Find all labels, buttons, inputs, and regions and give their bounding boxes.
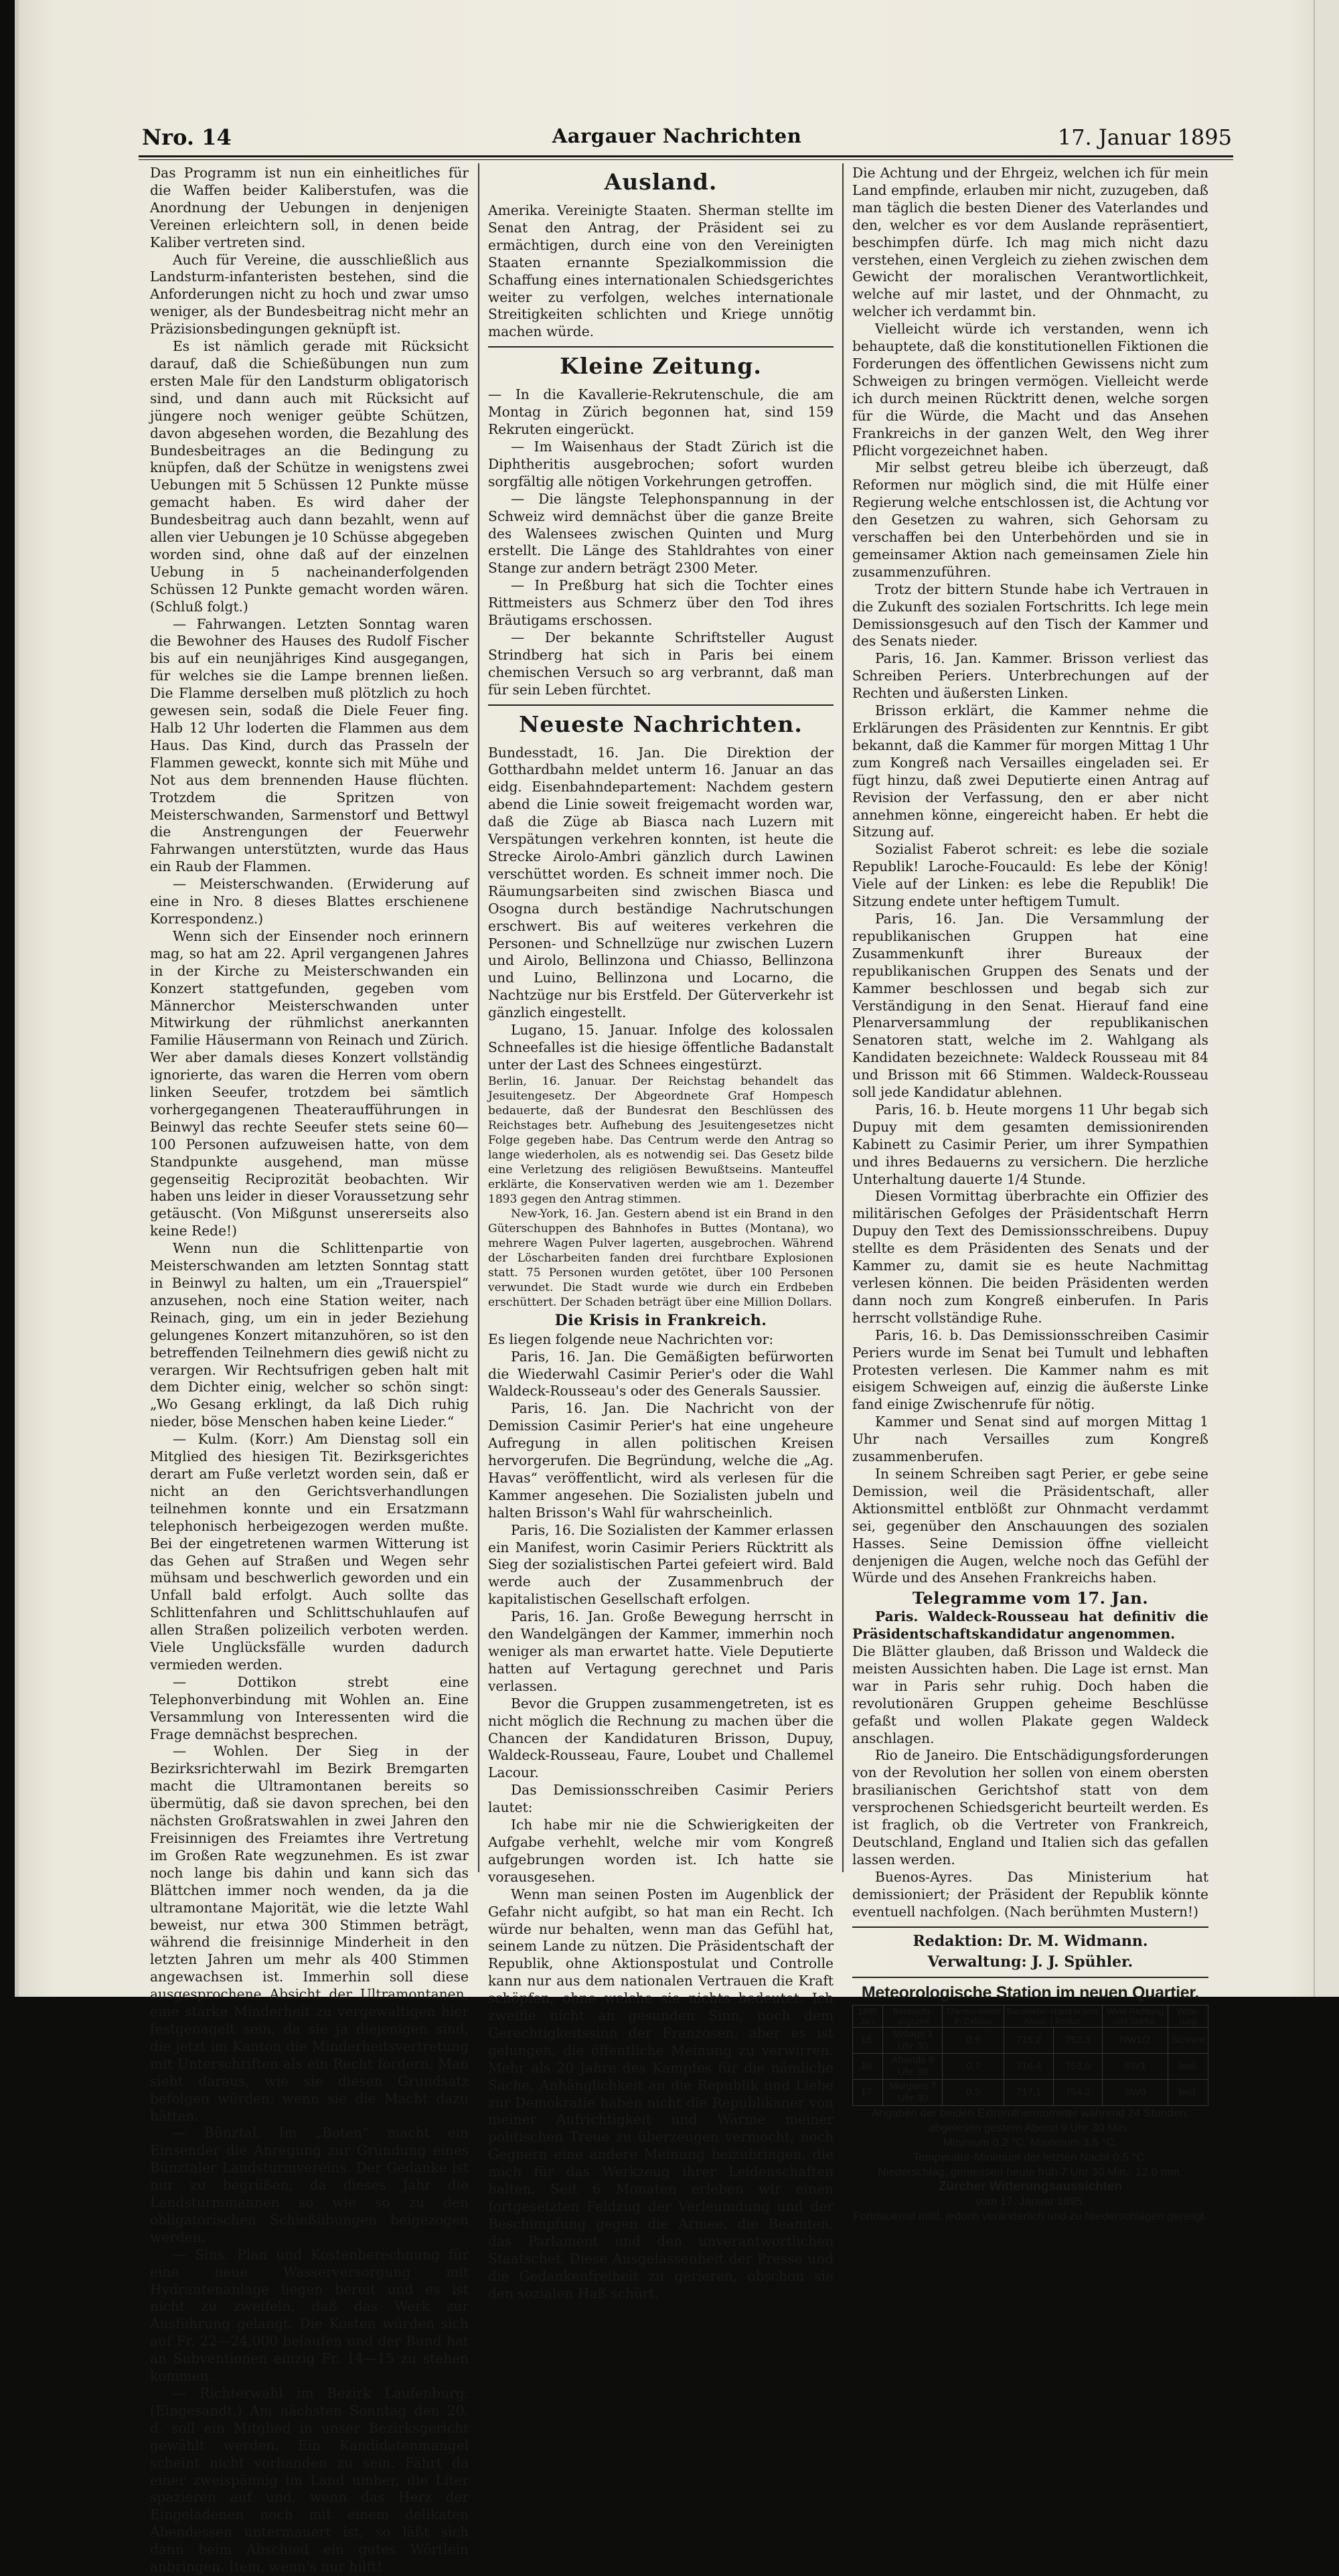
article-paragraph: — Der bekannte Schriftsteller August Strindberg hat sich in Paris bei einem chemischen Versuch so arg verbrannt, daß man für sein Leben fürchtet.: [488, 629, 834, 698]
weather-cell: 16.: [853, 2054, 883, 2080]
article-paragraph: Paris, 16. Jan. Die Gemäßigten befürworten die Wiederwahl Casimir Perier's oder die Wahl Waldeck-Rousseau's oder des Generals Saussier.: [488, 1348, 834, 1399]
weather-note: Angaben der beiden Extremthermometer während 24 Stunden, abgelesen gestern Abend 9 Uhr 30 Min.:: [871, 2107, 1190, 2135]
weather-cell: 16.: [853, 2028, 883, 2054]
telegram-articles: [852, 1643, 1208, 1921]
section-title-ausland: Ausland.: [604, 169, 718, 195]
section-rule: [488, 704, 834, 706]
article-paragraph: Paris, 16. Jan. Die Nachricht von der Demission Casimir Perier's hat eine ungeheure Aufregung in allen politischen Kreisen hervorgerufen. Die Begründung, welche die „Ag. Havas“ veröffentlicht, wird als verlesen für die Kammer angesehen. Die Sozialisten jubeln und halten Brisson's Wahl für wahrscheinlich.: [488, 1400, 834, 1521]
weather-cell: 17.: [853, 2080, 883, 2106]
section-rule: [852, 1926, 1208, 1928]
article-paragraph: Diesen Vormittag überbrachte ein Offizier des militärischen Gefolges der Präsidentschaft Herrn Dupuy den Text des Demissionsschreibens. Dupuy stellte es dem Präsidenten des Senats und der Kammer zu, damit sie es heute Nachmittag verlesen können. Die beiden Präsidenten werden dann noch zum Kongreß einberufen. In Paris herrscht vollständige Ruhe.: [852, 1188, 1208, 1326]
article-paragraph: — Sins. Plan und Kostenberechnung für eine neue Wasserversorgung mit Hydrantenanlage liegen bereit und es ist nicht zu zweifeln, daß das Werk zur Ausführung gelangt. Die Kosten würden sich auf Fr. 22—24,000 belaufen und der Bund hat an Subventionen einzig Fr. 14—15 zu stehen kommen.: [150, 2246, 469, 2384]
article-paragraph: Die Achtung und der Ehrgeiz, welchen ich für mein Land empfinde, erlauben mir nicht, zuzugeben, daß man täglich die besten Diener des Vaterlandes und den, welcher es vor dem Auslande repräsentiert, beschimpfen dürfe. Ich mag mich nicht dazu verstehen, einen Vergleich zu ziehen zwischen dem Gewicht der moralischen Verantwortlichkeit, welche auf mir lastet, und der Ohnmacht, zu welcher ich verdammt bin.: [852, 165, 1208, 320]
section-rule: [488, 346, 834, 348]
section-title-neueste: Neueste Nachrichten.: [519, 710, 803, 737]
article-paragraph: Das Demissionsschreiben Casimir Periers lautet:: [488, 1782, 834, 1816]
article-paragraph: Bevor die Gruppen zusammengetreten, ist es nicht möglich die Rechnung zu machen über die Chancen der Kandidaturen Brisson, Dupuy, Waldeck-Rousseau, Faure, Loubet und Challemel Lacour.: [488, 1695, 834, 1781]
neueste-articles: [488, 745, 834, 1074]
weather-row: [853, 2080, 1208, 2106]
weather-column-header: Thermo-meter in Celsius: [943, 2005, 1004, 2028]
article-paragraph: Es ist nämlich gerade mit Rücksicht darauf, daß die Schießübungen nun zum ersten Male für den Landsturm obligatorisch sind, und dann auch mit Rücksicht auf jüngere noch weniger geübte Schützen, davon abgesehen worden, die Bezahlung des Bundesbeitrages an die Bedingung zu knüpfen, daß der Schütze in wenigstens zwei Uebungen mit 5 Schüssen 12 Punkte müsse gemacht haben. Es wird daher der Bundesbeitrag auch dann bezahlt, wenn auf allen vier Uebungen je 10 Schüsse abgegeben worden sind, ohne daß auf der einzelnen Uebung in 5 nacheinanderfolgenden Schüssen 12 Punkte gemacht worden wären. (Schluß folgt.): [150, 338, 469, 615]
weather-cell: SW0: [1102, 2080, 1168, 2106]
article-paragraph: — Im Waisenhaus der Stadt Zürich ist die Diphtheritis ausgebrochen; sofort wurden sorgfältig alle nötigen Vorkehrungen getroffen.: [488, 438, 834, 489]
weather-note: Niederschlag, gemessen heute früh 7 Uhr 30 Min.: 12,0 mm.: [878, 2166, 1183, 2179]
article-paragraph: Das Programm ist nun ein einheitliches für die Waffen beider Kaliberstufen, was die Anordnung der Uebungen in denjenigen Vereinen erleichtern soll, in denen beide Kaliber vertreten sind.: [150, 165, 469, 250]
column-rule-2: [842, 163, 844, 1872]
article-paragraph: Paris, 16. b. Heute morgens 11 Uhr begab sich Dupuy mit dem gesamten demissionirenden Kabinett zu Casimir Perier, um ihrer Sympathien und ihres Bedauerns zu versichern. Die herzliche Unterhaltung dauerte 1/4 Stunde.: [852, 1101, 1208, 1187]
weather-cell: 754,2: [1053, 2080, 1102, 2106]
weather-cell: 753,5: [1053, 2054, 1102, 2080]
weather-column-header: Witte-rung: [1168, 2005, 1208, 2028]
article-paragraph: Paris, 16. Jan. Kammer. Brisson verliest das Schreiben Periers. Unterbrechungen auf der Rechten und äußersten Linken.: [852, 650, 1208, 702]
section-title-krisis: Die Krisis in Frankreich.: [554, 1311, 767, 1329]
article-paragraph: — In die Kavallerie-Rekrutenschule, die am Montag in Zürich begonnen hat, sind 159 Rekruten eingerückt.: [488, 386, 834, 438]
article-paragraph: Wenn sich der Einsender noch erinnern mag, so hat am 22. April vergangenen Jahres in der Kirche zu Meisterschwanden ein Konzert stattgefunden, gegeben vom Männerchor Meisterschwanden unter Mitwirkung der rühmlichst anerkannten Familie Häusermann von Reinach und Zürich. Wer aber damals dieses Konzert vollständig ignorierte, das waren die Herren vom obern linken Seeufer, trotzdem bei sämtlich vorhergegangenen Theateraufführungen in Beinwyl das rechte Seeufer stets seine 60—100 Personen aufzuweisen hatte, von dem Standpunkte ausgehend, man müsse gegenseitig Reciprozität beobachten. Wir haben uns leider in dieser Voraussetzung sehr getäuscht. (Von Mißgunst unsererseits also keine Rede!): [150, 927, 469, 1239]
weather-cell: Mittags 1 Uhr 30: [883, 2028, 943, 2054]
article-paragraph: — Richterwahl im Bezirk Laufenburg. (Eingesandt.) Am nächsten Sonntag den 20. d. soll ein Mitglied in unser Bezirksgericht gewählt werden. Ein Kandidatenmangel scheint nicht vorhanden zu sein. Fährt da einer zweispännig im Land umher, die Liter spazieren auf und, wenn das Herz der Eingeladenen noch mit einem delikaten Abendessen untermauert ist, so läßt sich dann beim Abschied ein gutes Wörtlein anbringen. Item, wenn's nur hilft!: [150, 2385, 469, 2575]
weather-column-header: Wind-Richtung und Stärke.: [1102, 2005, 1168, 2028]
article-paragraph: Die Blätter glauben, daß Brisson und Waldeck die meisten Aussichten haben. Die Lage ist ernst. Man war in Paris sehr ruhig. Doch haben die revolutionären Gruppen geheime Beschlüsse gefaßt und wollen Plakate gegen Waldeck anschlagen.: [852, 1643, 1208, 1746]
weather-cell: bed.: [1168, 2080, 1208, 2106]
weather-cell: Schnee: [1168, 2028, 1208, 2054]
page-left-edge: [15, 0, 19, 1997]
weather-cell: Morgens 7 Uhr 30: [883, 2080, 943, 2106]
article-paragraph: Ich habe mir nie die Schwierigkeiten der Aufgabe verhehlt, welche mir vom Kongreß aufgebrungen worden ist. Ich hatte sie vorausgesehen.: [488, 1817, 834, 1885]
krisis-continued: [852, 165, 1208, 1587]
article-paragraph: Paris, 16. Jan. Die Versammlung der republikanischen Gruppen hat eine Zusammenkunft ihrer Bureaux der republikanischen Gruppen des Senats und der Kammer beschlossen und begab sich zur Verständigung in den Senat. Hierauf fand eine Plenarversammlung der republikanischen Senatoren statt, welche im 2. Wahlgang als Kandidaten bezeichnete: Waldeck Rousseau mit 84 und Brisson mit 66 Stimmen. Waldeck-Rousseau soll jede Kandidatur ablehnen.: [852, 910, 1208, 1101]
weather-table: [852, 2005, 1208, 2106]
article-paragraph: In seinem Schreiben sagt Perier, er gebe seine Demission, weil die Präsidentschaft, aller Aktionsmittel entblößt zur Ohnmacht verdammt sei, gegenüber den Anschauungen des sozialen Hasses. Seine Demission öffne vielleicht denjenigen die Augen, welche noch das Gefühl der Würde und des Ansehen Frankreichs haben.: [852, 1465, 1208, 1586]
article-paragraph: — Dottikon strebt eine Telephonverbindung mit Wohlen an. Eine Versammlung von Interessenten wird die Frage demnächst besprechen.: [150, 1673, 469, 1742]
column-rule-1: [478, 163, 479, 1872]
article-paragraph: — Wohlen. Der Sieg in der Bezirksrichterwahl im Bezirk Bremgarten macht die Ultramontanen bereits so übermütig, daß sie davon sprechen, bei den nächsten Großratswahlen in zwei Jahren den Freisinnigen des Freiamtes ihre Vertretung im Großen Rate wegzunehmen. Es ist zwar noch lange bis dahin und kann sich das Blättchen immer noch wenden, da ja die ultramontane Majorität, wie die letzte Wahl beweist, nur etwa 300 Stimmen beträgt, während die freisinnige Minderheit in den letzten Jahren um mehr als 400 Stimmen angewachsen ist. Immerhin soll diese ausgesprochene Absicht der Ultramontanen, eine starke Minderheit zu vergewaltigen hier festgenagelt sein, da sie ja diejenigen sind, die jetzt im Kanton die Minderheitsvertretung mit Unterschriften als ein Recht fordern. Man sieht daraus, wie sie diesen Grundsatz befolgen würden, wenn sie die Macht dazu hätten.: [150, 1743, 469, 2124]
weather-cell: 715,2: [1004, 2028, 1053, 2054]
telegram-lead: Paris. Waldeck-Rousseau hat definitiv die Präsidentschaftskandidatur angenommen.: [852, 1608, 1208, 1643]
article-paragraph: Auch für Vereine, die ausschließlich aus Landsturm-infanteristen bestehen, sind die Anforderungen nicht zu hoch und zwar umso weniger, als der Bundesbeitrag nicht mehr an Präzisionsbedingungen geknüpft ist.: [150, 251, 469, 337]
article-paragraph: Mir selbst getreu bleibe ich überzeugt, daß Reformen nur möglich sind, die mit Hülfe einer Regierung welche entschlossen ist, die Achtung vor den Gesetzen zu wahren, sich Gehorsam zu verschaffen bei den Unterbehörden und sie in gemeinsamer Aktion nach gemeinsamen Ziele hin zusammenzuführen.: [852, 459, 1208, 580]
weather-cell: Abends 9 Uhr 30: [883, 2054, 943, 2080]
header-rule-thin: [139, 159, 1233, 160]
weather-table-header: [853, 2005, 1208, 2028]
column-2: [488, 165, 834, 2301]
weather-title: Meteorologische Station im neuen Quartier.: [861, 1983, 1200, 2003]
krisis-articles: [488, 1331, 834, 2303]
article-paragraph: — Bünztal. Im „Boten“ macht ein Einsender die Anregung zur Gründung eines Bünztaler Landsturmvereins. Der Gedanke ist nur zu begrüßen, da dieses Jahr die Landsturmmannen so wie so zu den obligatorischen Schießübungen beigezogen werden.: [150, 2125, 469, 2245]
weather-cell: bed.: [1168, 2054, 1208, 2080]
weather-table-body: [853, 2028, 1208, 2106]
kleine-zeitung-articles: [488, 386, 834, 698]
issue-number: Nro. 14: [142, 125, 232, 150]
header-rule: [139, 155, 1233, 157]
weather-note: Minimum 0,2 °C. Maximum 3,5 °C.: [943, 2136, 1118, 2149]
neueste-small-articles: [488, 1074, 834, 1310]
masthead: Aargauer Nachrichten: [552, 125, 802, 147]
weather-note: Temperatur-Minimum der letzten Nacht 0,5 °C.: [913, 2151, 1148, 2164]
section-title-kleine-zeitung: Kleine Zeitung.: [560, 353, 762, 380]
weather-notes: [852, 2106, 1208, 2180]
page-right-edge: [1314, 0, 1339, 1997]
article-paragraph: Wenn man seinen Posten im Augenblick der Gefahr nicht aufgibt, so hat man ein Recht. Ich würde nur behalten, wenn man das Gefühl hat, seinem Lande zu nützen. Die Präsidentschaft der Republik, ohne Aktionspostulat und Controlle kann nur aus dem nationalen Vertrauen die Kraft schöpfen, ohne welche sie nichts bedeutet. Ich zweifle nicht an gesunden Sinn, noch dem Gerechtigkeitssinn der Franzosen, aber es ist gelungen, die öffentliche Meinung zu verwirren. Mehr als 20 Jahre des Kampfes für die nämliche Sache, Anhänglichkeit an die Republik und Liebe zur Demokratie haben nicht die Republikaner von meiner Aufrichtigkeit und Wärme meiner politischen Treue zu überzeugen vermocht, noch Gegnern eine andere Meinung beizubringen, die mich für das Werkzeug ihrer Leidenschaften halten. Seit 6 Monaten erleben wir einen fortgesetzten Feldzug der Verleumdung und der Beschimpfung gegen die Armee, die Beamten, das Parlament und den unverantwortlichen Staatschef. Diese Ausgelassenheit der Presse und die Gedankenfreiheit zu gerieren, obschon sie den sozialen Haß schürt.: [488, 1886, 834, 2301]
article-paragraph: Wenn nun die Schlittenpartie von Meisterschwanden am letzten Sonntag statt in Beinwyl zu halten, um ein „Trauerspiel“ anzusehen, noch eine Station weiter, nach Reinach, ging, um ein in jeder Beziehung gelungenes Konzert mitanzuhören, so ist den betreffenden Teilnehmern dies gewiß nicht zu verargen. Wir Rechtsufrigen geben halt mit dem Dichter einig, welcher so schön singt: „Wo Gesang erklingt, da laß Dich ruhig nieder, böse Menschen haben keine Lieder.“: [150, 1240, 469, 1430]
article-paragraph: — Meisterschwanden. (Erwiderung auf eine in Nro. 8 dieses Blattes erschienene Korrespondenz.): [150, 876, 469, 927]
article-paragraph: — Fahrwangen. Letzten Sonntag waren die Bewohner des Hauses des Rudolf Fischer bis auf ein neunjähriges Kind ausgegangen, für welches sie die Lampe brennen ließen. Die Flamme derselben muß plötzlich zu hoch gewesen sein, sodaß die Diele Feuer fing. Halb 12 Uhr loderten die Flammen aus dem Haus. Das Kind, durch das Prasseln der Flammen geweckt, konnte sich mit Mühe und Not aus dem brennenden Hause flüchten. Trotzdem die Spritzen von Meisterschwanden, Sarmenstorf und Bettwyl die Anstrengungen der Feuerwehr Fahrwangen unterstützten, wurde das Haus ein Raub der Flammen.: [150, 615, 469, 875]
article-paragraph: Amerika. Vereinigte Staaten. Sherman stellte im Senat den Antrag, der Präsident sei zu ermächtigen, durch eine von den Vereinigten Staaten ernannte Spezialkommission die Schaffung eines internationalen Schiedsgerichtes weiter zu verfolgen, welches internationale Streitigkeiten schlichten und Kriege unnötig machen würde.: [488, 202, 834, 340]
article-paragraph: Paris, 16. Die Sozialisten der Kammer erlassen ein Manifest, worin Casimir Periers Rücktritt als Sieg der sozialistischen Partei gefeiert wird. Bald werde auch der Zusammenbruch der kapitalistischen Gesellschaft erfolgen.: [488, 1521, 834, 1608]
column-1: [150, 165, 469, 2575]
weather-cell: NW1/2: [1102, 2028, 1168, 2054]
weather-cell: 0,5: [943, 2080, 1004, 2106]
weather-column-header: Beobacht-ungszeit: [883, 2005, 943, 2028]
ausland-articles: [488, 202, 834, 341]
redaktion-credit: Redaktion: Dr. M. Widmann.: [913, 1932, 1148, 1950]
weather-cell: 752,3: [1053, 2028, 1102, 2054]
weather-row: [853, 2054, 1208, 2080]
article-paragraph: — Die längste Telephonspannung in der Schweiz wird demnächst über die ganze Breite des Walensees zwischen Quinten und Murg erstellt. Die Länge des Stahldrahtes von einer Stange zur andern beträgt 2300 Meter.: [488, 490, 834, 577]
forecast-title: Zürcher Witterungsaussichten: [938, 2180, 1123, 2194]
weather-row: [853, 2028, 1208, 2054]
newspaper-page: [15, 0, 1339, 2575]
article-paragraph: Vielleicht würde ich verstanden, wenn ich behauptete, daß die konstitutionellen Fiktionen die Forderungen des öffentlichen Gewissens nicht zum Schweigen zu bringen vermögen. Vielleicht werde ich durch meinen Rücktritt denen, welche sorgen für die Würde, die Macht und das Ansehen Frankreichs in der ganzen Welt, den Weg ihrer Pflicht vorgezeichnet haben.: [852, 321, 1208, 459]
article-paragraph: Lugano, 15. Januar. Infolge des kolossalen Schneefalles ist die hiesige öffentliche Badanstalt unter der Last des Schnees eingestürzt.: [488, 1022, 834, 1073]
column-3: [852, 165, 1208, 2223]
forecast-text: Fortdauernd mild, jedoch veränderlich und zu Niederschlägen geneigt.: [853, 2210, 1208, 2223]
article-paragraph: Buenos-Ayres. Das Ministerium hat demissioniert; der Präsident der Republik könnte eventuell nachfolgen. (Nach berühmten Mustern!): [852, 1868, 1208, 1920]
weather-cell: 0,9: [943, 2028, 1004, 2054]
article-paragraph: Sozialist Faberot schreit: es lebe die soziale Republik! Laroche-Foucauld: Es lebe der König! Viele auf der Linken: es lebe die Republik! Die Sitzung endete unter heftigem Tumult.: [852, 841, 1208, 910]
article-paragraph: Paris, 16. Jan. Große Bewegung herrscht in den Wandelgängen der Kammer, immerhin noch weniger als man erwartet hatte. Viele Deputierte hatten auf Vertagung gerechnet und Paris verlassen.: [488, 1608, 834, 1694]
article-paragraph: Trotz der bittern Stunde habe ich Vertrauen in die Zukunft des sozialen Fortschritts. Ich lege mein Demissionsgesuch auf den Tisch der Kammer und des Senats nieder.: [852, 581, 1208, 650]
article-paragraph: Paris, 16. b. Das Demissionsschreiben Casimir Periers wurde im Senat bei Tumult und lebhaften Protesten verlesen. Die Kammer nahm es mit eisigem Schweigen auf, einzig die äußerste Linke fand einige Zwischenrufe für nötig.: [852, 1327, 1208, 1413]
article-paragraph: Rio de Janeiro. Die Entschädigungsforderungen von der Revolution her sollen von einem obersten brasilianischen Gerichtshof statt von dem versprochenen Schiedsgericht beurteilt werden. Es ist fraglich, ob die Vertreter von Frankreich, Deutschland, England und Italien sich das gefallen lassen werden.: [852, 1747, 1208, 1868]
forecast-date: vom 17. Januar 1895.: [975, 2195, 1086, 2208]
article-paragraph: Brisson erklärt, die Kammer nehme die Erklärungen des Präsidenten zur Kenntnis. Er gibt bekannt, daß die Kammer für morgen Mittag 1 Uhr zum Kongreß nach Versailles eingeladen sei. Er fügt hinzu, daß zwei Deputierte einen Antrag auf Revision der Verfassung, den er aber nicht annehmen könne, eingereicht haben. Er hebt die Sitzung auf.: [852, 702, 1208, 840]
article-paragraph: New-York, 16. Jan. Gestern abend ist ein Brand in den Güterschuppen des Bahnhofes in Buttes (Montana), wo mehrere Wagen Pulver lagerten, ausgebrochen. Während der Löscharbeiten fanden drei furchtbare Explosionen statt. 75 Personen wurden getötet, über 100 Personen verwundet. Die Stadt wurde wie durch ein Erdbeben erschüttert. Der Schaden beträgt über eine Million Dollars.: [488, 1207, 834, 1309]
telegram-title: Telegramme vom 17. Jan.: [912, 1588, 1149, 1608]
weather-cell: 716,4: [1004, 2054, 1053, 2080]
weather-cell: 717,1: [1004, 2080, 1053, 2106]
article-paragraph: — Kulm. (Korr.) Am Dienstag soll ein Mitglied des hiesigen Tit. Bezirksgerichtes derart am Fuße verletzt worden sein, daß er nicht an den Gerichtsverhandlungen teilnehmen konnte und ein Ersatzmann telephonisch herbeigezogen werden mußte. Bei der eingetretenen warmen Witterung ist das Gehen auf Straßen und Wegen sehr mühsam und beschwerlich geworden und ein Unfall bald erfolgt. Auch sollte das Schlittenfahren und Schlittschuhlaufen auf allen Straßen polizeilich verboten werden. Viele Unglücksfälle wurden dadurch vermieden werden.: [150, 1431, 469, 1673]
weather-cell: SW1: [1102, 2054, 1168, 2080]
verwaltung-credit: Verwaltung: J. J. Spühler.: [927, 1953, 1133, 1971]
article-paragraph: — In Preßburg hat sich die Tochter eines Rittmeisters aus Schmerz über den Tod ihres Bräutigams erschossen.: [488, 577, 834, 629]
article-paragraph: Berlin, 16. Januar. Der Reichstag behandelt das Jesuitengesetz. Der Abgeordnete Graf Hompesch bedauerte, daß der Bundesrat den Beschlüssen des Reichstages betr. Aufhebung des Jesuitengesetzes nicht Folge gegeben habe. Das Centrum werde den Antrag so lange wiederholen, als es notwendig sei. Das Gesetz bilde eine Verletzung des religiösen Bewußtseins. Manteuffel erklärte, die Konservativen werden wie am 1. Dezember 1893 gegen den Antrag stimmen.: [488, 1074, 834, 1206]
article-paragraph: Kammer und Senat sind auf morgen Mittag 1 Uhr nach Versailles zum Kongreß zusammenberufen.: [852, 1414, 1208, 1465]
article-paragraph: Bundesstadt, 16. Jan. Die Direktion der Gotthardbahn meldet unterm 16. Januar an das eidg. Eisenbahndepartement: Nachdem gestern abend die Linie soweit freigemacht worden war, daß die Züge ab Biasca nach Luzern mit Verspätungen verkehren konnten, ist heute die Strecke Airolo-Ambri gänzlich durch Lawinen verschüttet worden. Es schneit immer noch. Die Räumungsarbeiten sind zwischen Biasca und Osogna durch beständige Nachrutschungen erschwert. Bis auf weiteres verkehren die Personen- und Schnellzüge nur zwischen Luzern und Airolo, Bellinzona und Chiasso, Bellinzona und Luino, Bellinzona und Locarno, die Nachtzüge nur bis Erstfeld. Der Güterverkehr ist gänzlich eingestellt.: [488, 744, 834, 1021]
weather-column-header: 1895 Jan.: [853, 2005, 883, 2028]
issue-date: 17. Januar 1895: [1057, 125, 1232, 150]
weather-column-header: Barometer-stand in mm. Absol. | Reduz.: [1004, 2005, 1102, 2028]
weather-cell: 0,7: [943, 2054, 1004, 2080]
article-paragraph: Es liegen folgende neue Nachrichten vor:: [488, 1331, 774, 1347]
section-rule: [852, 1977, 1208, 1978]
